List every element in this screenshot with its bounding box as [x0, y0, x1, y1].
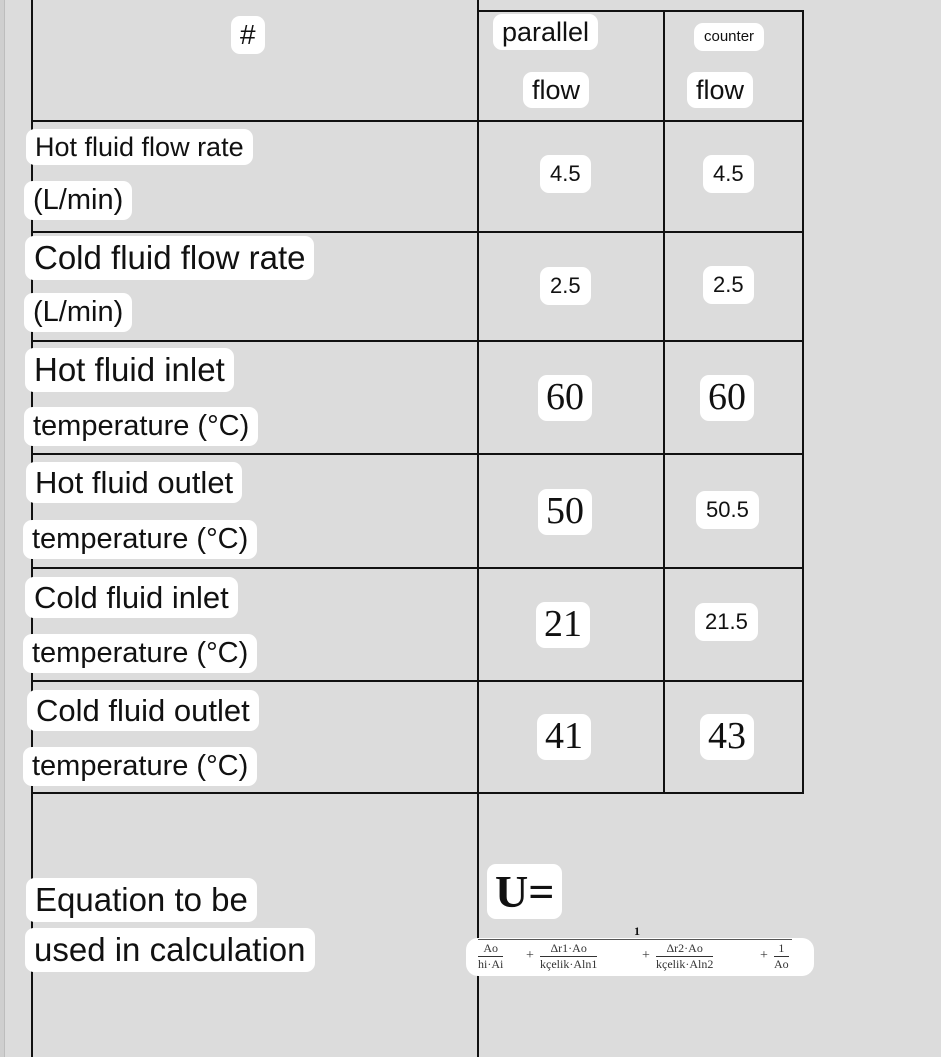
row-line — [31, 453, 804, 455]
table-top-stub — [477, 0, 479, 10]
row-line — [31, 792, 804, 794]
plus-sign: + — [642, 948, 650, 963]
formula-term — [478, 941, 503, 972]
parallel-value: 41 — [537, 714, 591, 760]
parallel-value: 60 — [538, 375, 592, 421]
u-formula — [466, 924, 814, 978]
counter-value: 21.5 — [695, 603, 758, 641]
counter-value: 2.5 — [703, 266, 754, 304]
header-hash: # — [231, 16, 265, 54]
header-parallel-line2: flow — [523, 72, 589, 108]
plus-sign: + — [526, 948, 534, 963]
formula-numerator: 1 — [634, 924, 640, 938]
row-label-line2: (L/min) — [24, 293, 132, 332]
term-denominator: hi·Ai — [478, 957, 504, 971]
row-label-line2: temperature (°C) — [23, 634, 257, 673]
table-top-border — [477, 10, 804, 12]
term-denominator: kçelik·Aln1 — [540, 957, 598, 971]
term-denominator: kçelik·Aln2 — [656, 957, 714, 971]
header-parallel-line1: parallel — [493, 14, 598, 50]
row-label-line1: Cold fluid outlet — [27, 690, 259, 731]
row-line — [31, 567, 804, 569]
table-divider-values — [663, 10, 665, 794]
parallel-value: 4.5 — [540, 155, 591, 193]
header-counter-line2: flow — [687, 72, 753, 108]
formula-term — [774, 941, 789, 972]
formula-term — [540, 941, 597, 972]
parallel-value: 50 — [538, 489, 592, 535]
row-label-line1: Cold fluid inlet — [25, 577, 238, 618]
term-numerator: Δr2·Ao — [656, 941, 713, 957]
row-label-line1: Cold fluid flow rate — [25, 236, 314, 280]
row-label-line1: Hot fluid inlet — [25, 348, 234, 392]
row-line — [31, 120, 804, 122]
term-numerator: 1 — [774, 941, 789, 957]
parallel-value: 21 — [536, 602, 590, 648]
equation-label-line2: used in calculation — [25, 928, 315, 972]
plus-sign: + — [760, 948, 768, 963]
page-left-margin — [0, 0, 5, 1057]
row-line — [31, 340, 804, 342]
table-right-border — [802, 10, 804, 794]
header-counter-line1: counter — [694, 23, 764, 51]
row-label-line2: temperature (°C) — [24, 407, 258, 446]
row-label-line1: Hot fluid flow rate — [26, 129, 253, 165]
row-line — [31, 680, 804, 682]
row-line — [31, 231, 804, 233]
row-label-line2: (L/min) — [24, 181, 132, 220]
row-label-line2: temperature (°C) — [23, 747, 257, 786]
counter-value: 43 — [700, 714, 754, 760]
parallel-value: 2.5 — [540, 267, 591, 305]
counter-value: 60 — [700, 375, 754, 421]
term-numerator: Δr1·Ao — [540, 941, 597, 957]
counter-value: 4.5 — [703, 155, 754, 193]
term-numerator: Ao — [478, 941, 503, 957]
formula-term — [656, 941, 713, 972]
row-label-line1: Hot fluid outlet — [26, 462, 242, 503]
formula-fraction-bar — [478, 939, 792, 940]
table-divider-label — [477, 0, 479, 1057]
row-label-line2: temperature (°C) — [23, 520, 257, 559]
equation-label-line1: Equation to be — [26, 878, 257, 922]
counter-value: 50.5 — [696, 491, 759, 529]
u-equals: U= — [487, 864, 562, 919]
term-denominator: Ao — [774, 957, 789, 971]
